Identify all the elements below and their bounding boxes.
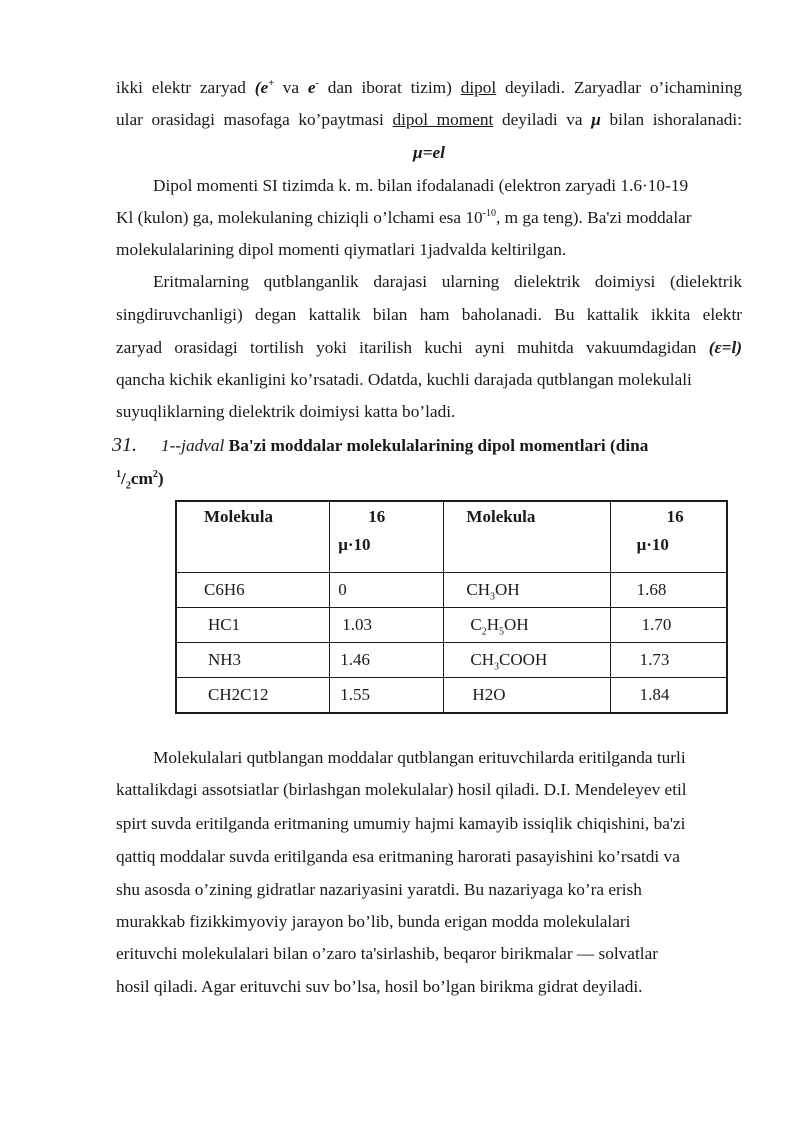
table-caption xyxy=(112,433,752,458)
table-row xyxy=(176,608,727,643)
p3-line-4: qancha kichik ekanligini ko’rsatadi. Odatda, kuchli darajada qutblangan molekulali xyxy=(116,370,692,389)
mu-symbol: μ xyxy=(591,110,601,129)
text-run: deyiladi va xyxy=(493,110,592,129)
p4-line-7: erituvchi molekulalari bilan o’zaro ta'sirlashib, beqaror birikmalar — solvatlar xyxy=(116,944,659,963)
e-plus: (e+ xyxy=(254,78,274,97)
p2-line-3: molekulalarining dipol momenti qiymatlari 1jadvalda keltirilgan. xyxy=(116,240,567,259)
table-cell: $C_2H_5OH$ xyxy=(444,608,610,643)
table-cell: $CH_3COOH$ xyxy=(444,643,610,678)
p3-line-5: suyuqliklarning dielektrik doimiysi katta bo’ladi. xyxy=(116,402,456,421)
table-cell: 1.84 xyxy=(610,678,727,714)
table-cell: 1.55 xyxy=(330,678,444,714)
header-cell: Molekula xyxy=(444,501,610,573)
p4-line-3: spirt suvda eritilganda eritmaning umumiy hajmi kamayib issiqlik chiqishini, ba'zi xyxy=(116,814,686,833)
p1-line-2 xyxy=(116,108,742,132)
p2-line-2: Kl (kulon) ga, molekulaning chiziqli o’lchami esa $10^{-10}$, m ga teng). Ba'zi moddalar xyxy=(116,208,692,227)
p4-line-2: kattalikdagi assotsiatlar (birlashgan molekulalar) hosil qiladi. D.I. Mendeleyev etil xyxy=(116,780,687,799)
table-cell: 0 xyxy=(330,573,444,608)
caption-label: 1--jadval xyxy=(161,436,225,455)
text-run: ular orasidagi masofaga ko’paytmasi xyxy=(116,110,393,129)
table-cell: CH2C12 xyxy=(176,678,330,714)
p4-line-6: murakkab fizikkimyoviy jarayon bo’lib, bunda erigan modda molekulalari xyxy=(116,912,631,931)
table-row xyxy=(176,573,727,608)
p2-line-1: Dipol momenti SI tizimda k. m. bilan ifodalanadi (elektron zaryadi 1.6·10-19 xyxy=(153,176,689,195)
header-cell: 16 μ·10 xyxy=(610,501,727,573)
text-run: ikki elektr zaryad xyxy=(116,78,255,97)
header-cell: 16 μ·10 xyxy=(330,501,444,573)
p3-line-1: Eritmalarning qutblanganlik darajasi ularning dielektrik doimiysi (dielektrik xyxy=(153,272,742,291)
p4-line-1: Molekulalari qutblangan moddalar qutblangan erituvchilarda eritilganda turli xyxy=(153,748,686,767)
table-cell: HC1 xyxy=(176,608,330,643)
table-cell: 1.70 xyxy=(610,608,727,643)
caption-title: Ba'zi moddalar molekulalarining dipol momentlari (dina xyxy=(224,436,649,455)
table-cell: 1.46 xyxy=(330,643,444,678)
text-run: deyiladi. Zaryadlar o’ichamining xyxy=(496,78,742,97)
text-run: dan iborat tizim) xyxy=(318,78,461,97)
text-run: va xyxy=(273,78,308,97)
p1-line-1 xyxy=(116,76,742,100)
table-cell: 1.73 xyxy=(610,643,727,678)
table-cell: H2O xyxy=(444,678,610,714)
p4-line-4: qattiq moddalar suvda eritilganda esa eritmaning harorati pasayishini ko’rsatdi va xyxy=(116,847,680,866)
term-dipol: dipol xyxy=(460,78,497,97)
table-cell: C6H6 xyxy=(176,573,330,608)
p4-line-8: hosil qiladi. Agar erituvchi suv bo’lsa, hosil bo’lgan birikma gidrat deyiladi. xyxy=(116,977,643,996)
table-header-row xyxy=(176,501,727,573)
caption-number: 31. xyxy=(112,434,137,456)
term-dipol-moment: dipol moment xyxy=(392,110,494,129)
header-cell: Molekula xyxy=(176,501,330,573)
table-row xyxy=(176,678,727,714)
text-run: bilan ishoralanadi: xyxy=(600,110,743,129)
table-cell: 1.03 xyxy=(330,608,444,643)
p3-line-2: singdiruvchanligi) degan kattalik bilan ham baholanadi. Bu kattalik ikkita elektr xyxy=(116,305,742,324)
e-minus: e- xyxy=(307,78,319,97)
formula: μ=el xyxy=(413,143,445,162)
table-row xyxy=(176,643,727,678)
p3-line-3: zaryad orasidagi tortilish yoki itarilish kuchi ayni muhitda vakuumdagidan (ε=l) xyxy=(116,338,742,357)
table-cell: $CH_3OH$ xyxy=(444,573,610,608)
caption-unit: $^1/_2cm^2$) xyxy=(116,469,164,492)
table-cell: NH3 xyxy=(176,643,330,678)
table-cell: 1.68 xyxy=(610,573,727,608)
p4-line-5: shu asosda o’zining gidratlar nazariyasini yaratdi. Bu nazariyaga ko’ra erish xyxy=(116,880,642,899)
dipole-moment-table xyxy=(175,500,728,714)
